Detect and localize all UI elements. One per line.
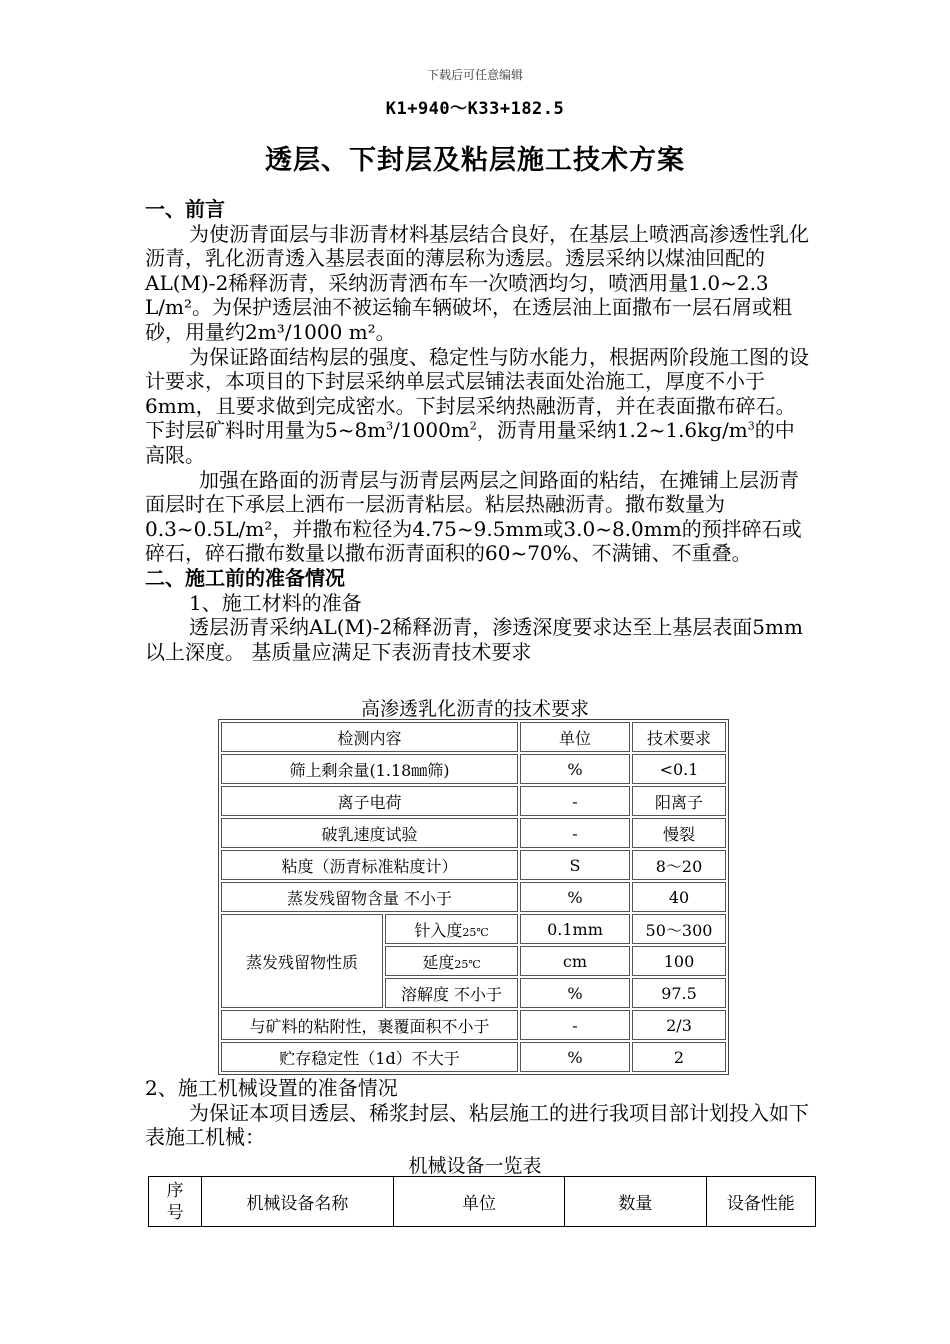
section-1 xyxy=(145,197,810,664)
table-cell: 离子电荷 xyxy=(221,786,518,816)
table-cell: - xyxy=(520,1010,630,1040)
header-cell: 检测内容 xyxy=(221,722,518,752)
section-2-heading: 二、施工前的准备情况 xyxy=(145,565,345,590)
table-cell: - xyxy=(520,786,630,816)
header-note: 下载后可任意编辑 xyxy=(426,68,523,82)
table-cell: 粘度（沥青标准粘度计） xyxy=(221,850,518,880)
table-cell: 8～20 xyxy=(632,850,726,880)
table-cell: 筛上剩余量(1.18㎜筛) xyxy=(221,754,518,784)
table-1-caption: 高渗透乳化沥青的技术要求 xyxy=(360,698,589,720)
table-cell: 针入度25℃ xyxy=(385,914,518,944)
table-cell: 与矿料的粘附性，裹覆面积不小于 xyxy=(221,1010,518,1040)
table-cell: 慢裂 xyxy=(632,818,726,848)
header-cell: 单位 xyxy=(520,722,630,752)
table-cell: 100 xyxy=(632,946,726,976)
table-cell: % xyxy=(520,978,630,1008)
table-cell: - xyxy=(520,818,630,848)
table-row xyxy=(221,914,726,944)
section-1-paragraph-2: 为保证路面结构层的强度、稳定性与防水能力，根据两阶段施工图的设计要求，本项目的下封层采纳单层式层铺法表面处治施工，厚度不小于6mm，且要求做到完成密水。下封层采纳热融沥青，并在表面撒布碎石。下封层矿料时用量为$5\sim 8m^3/1000m^2$，沥青用量采纳$1.2\sim 1.6kg/m^3$的中高限。 xyxy=(145,344,809,467)
header-cell-performance: 设备性能 xyxy=(706,1177,815,1227)
group-label-cell: 蒸发残留物性质 xyxy=(221,914,383,1008)
table-header-row xyxy=(221,722,726,752)
table-cell: 破乳速度试验 xyxy=(221,818,518,848)
section-2-subheading-1: 1、施工材料的准备 xyxy=(189,590,362,615)
table-cell: 2/3 xyxy=(632,1010,726,1040)
header-cell-index: 序 号 xyxy=(149,1177,202,1227)
table-row xyxy=(221,1042,726,1072)
machinery-table xyxy=(148,1176,816,1227)
table-cell: 蒸发残留物含量 不小于 xyxy=(221,882,518,912)
table-cell: 40 xyxy=(632,882,726,912)
table-cell: 50～300 xyxy=(632,914,726,944)
table-cell: 97.5 xyxy=(632,978,726,1008)
table-cell: 贮存稳定性（1d）不大于 xyxy=(221,1042,518,1072)
table-cell: S xyxy=(520,850,630,880)
table-cell: % xyxy=(520,754,630,784)
section-1-paragraph-3: 加强在路面的沥青层与沥青层两层之间路面的粘结，在摊铺上层沥青面层时在下承层上洒布一层沥青粘层。粘层热融沥青。撒布数量为0.3~0.5L/m²，并撒布粒径为4.75~9.5mm或3.0~8.0mm的预拌碎石或碎石，碎石撒布数量以撒布沥青面积的60~70%、不满铺、不重叠。 xyxy=(145,467,802,566)
document-title: 透层、下封层及粘层施工技术方案 xyxy=(265,145,685,176)
asphalt-spec-table xyxy=(218,719,729,1075)
header-cell-name: 机械设备名称 xyxy=(202,1177,394,1227)
header-cell-unit: 单位 xyxy=(393,1177,565,1227)
header-cell: 技术要求 xyxy=(632,722,726,752)
section-2-paragraph-2: 为保证本项目透层、稀浆封层、粘层施工的进行我项目部计划投入如下表施工机械： xyxy=(145,1100,809,1150)
table-row xyxy=(221,818,726,848)
table-cell: 阳离子 xyxy=(632,786,726,816)
route-section-range: K1+940～K33+182.5 xyxy=(385,99,565,119)
table-row xyxy=(221,850,726,880)
table-cell: cm xyxy=(520,946,630,976)
table-cell: 溶解度 不小于 xyxy=(385,978,518,1008)
header-cell-quantity: 数量 xyxy=(565,1177,706,1227)
section-2-part-2 xyxy=(145,1076,810,1150)
table-cell: % xyxy=(520,1042,630,1072)
section-1-heading: 一、前言 xyxy=(145,197,225,221)
table-cell: 延度25℃ xyxy=(385,946,518,976)
section-1-paragraph-1: 为使沥青面层与非沥青材料基层结合良好，在基层上喷洒高渗透性乳化沥青，乳化沥青透入基层表面的薄层称为透层。透层采纳以煤油回配的AL(M)-2稀释沥青，采纳沥青洒布车一次喷洒均匀，喷洒用量1.0~2.3 L/m²。为保护透层油不被运输车辆破坏，在透层油上面撒布一层石屑或粗砂，用量约2m³/1000 m²。 xyxy=(145,221,809,344)
table-cell: % xyxy=(520,882,630,912)
table-cell: 2 xyxy=(632,1042,726,1072)
table-row xyxy=(221,754,726,784)
table-2-caption: 机械设备一览表 xyxy=(408,1155,542,1177)
table-row xyxy=(221,882,726,912)
section-2-subheading-2: 2、施工机械设置的准备情况 xyxy=(145,1076,398,1100)
table-cell: 0.1mm xyxy=(520,914,630,944)
table-row xyxy=(221,786,726,816)
section-2-paragraph-1: 透层沥青采纳AL(M)-2稀释沥青，渗透深度要求达至上基层表面5mm以上深度。 基质量应满足下表沥青技术要求 xyxy=(145,615,803,664)
table-row xyxy=(221,1010,726,1040)
table-cell: <0.1 xyxy=(632,754,726,784)
table-header-row xyxy=(149,1177,816,1227)
